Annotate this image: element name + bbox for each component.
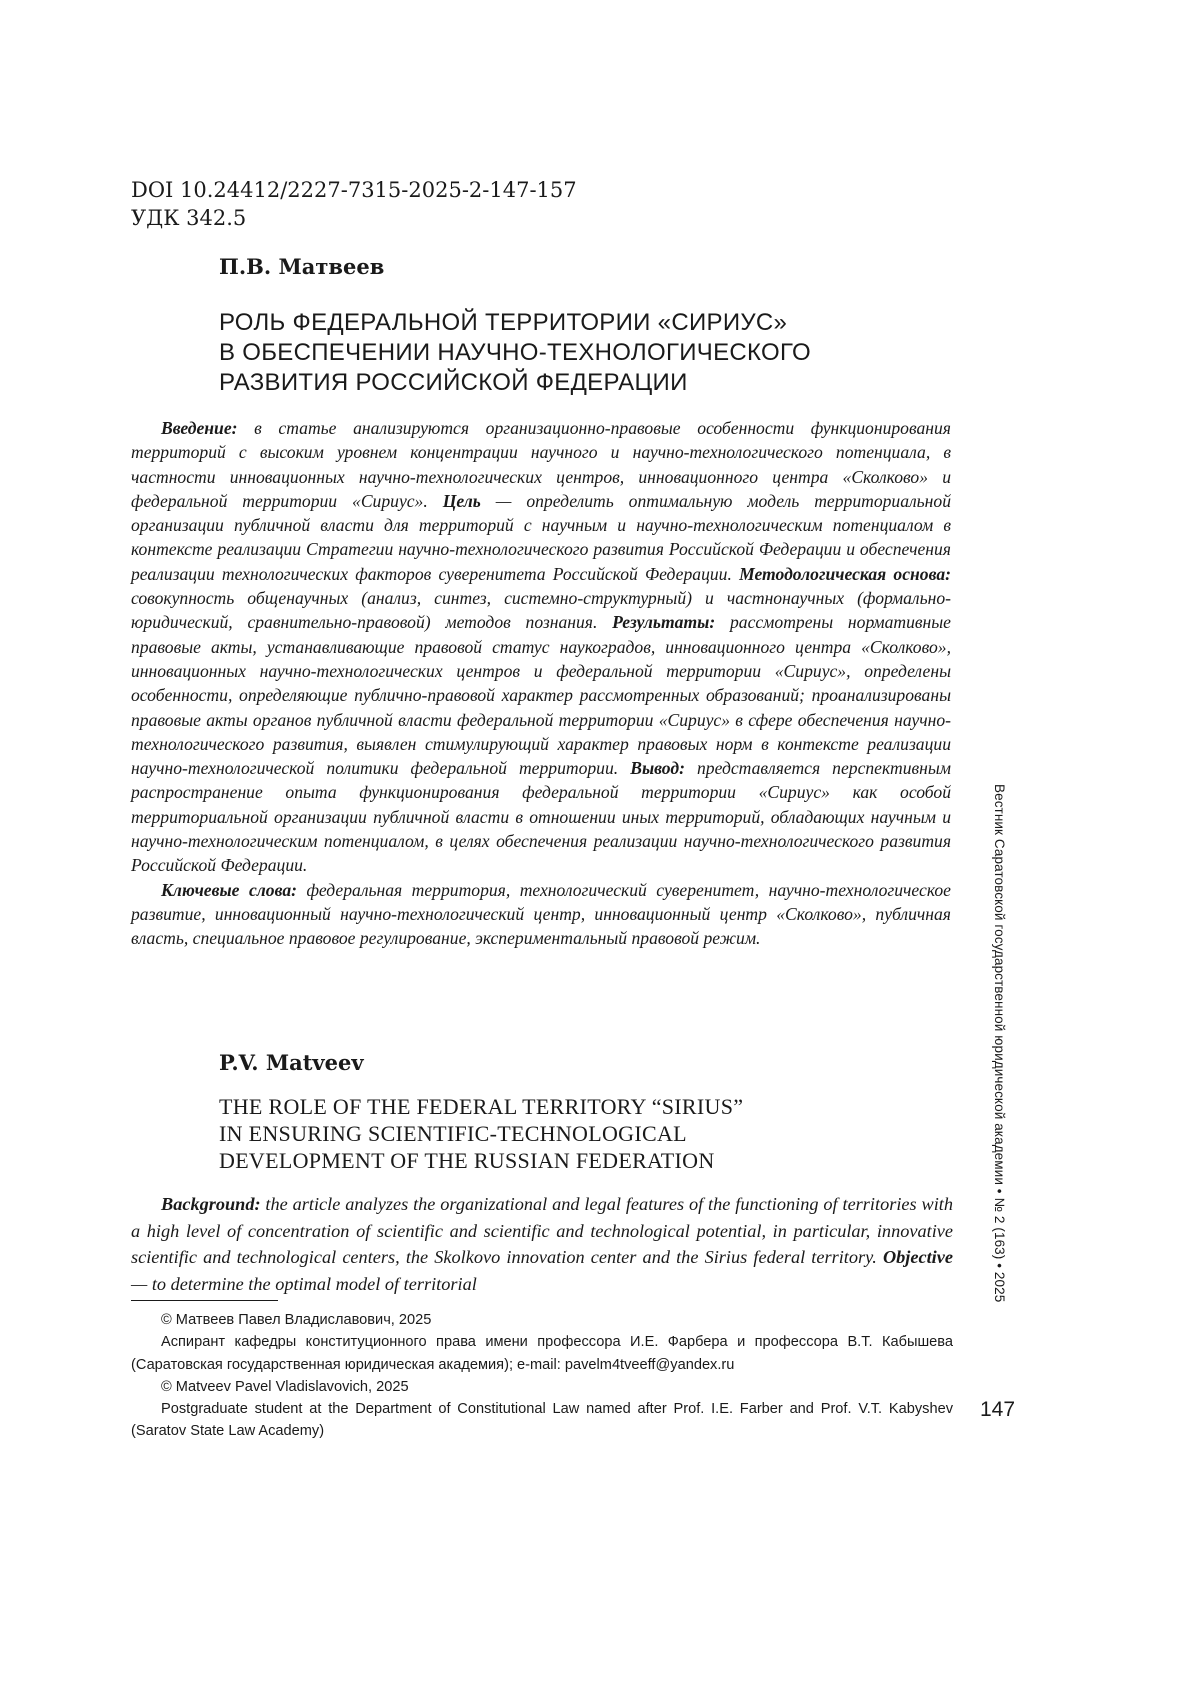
- title-line: IN ENSURING SCIENTIFIC-TECHNOLOGICAL: [219, 1120, 919, 1147]
- title-line: РОЛЬ ФЕДЕРАЛЬНОЙ ТЕРРИТОРИИ «СИРИУС»: [219, 308, 919, 338]
- abstract-en: [131, 1191, 953, 1297]
- title-line: РАЗВИТИЯ РОССИЙСКОЙ ФЕДЕРАЦИИ: [219, 368, 919, 398]
- article-title-en: [219, 1093, 919, 1174]
- page-number: 147: [980, 1398, 1015, 1422]
- conclusion-text: представляется перспективным распространение опыта функционирования федеральной территории «Сириус» как особой территориальной организации публичной власти в отношении иных территорий, обладающих научным и научно-технологическим потенциалом, в целях обеспечения реализации научно-технологического развития Российской Федерации.: [131, 758, 951, 875]
- results-label: Результаты:: [612, 612, 715, 632]
- footnote-ru-copyright: © Матвеев Павел Владиславович, 2025: [131, 1309, 953, 1331]
- article-title-ru: [219, 308, 919, 398]
- journal-side-caption: Вестник Саратовской государственной юридической академии • № 2 (163) • 2025: [992, 784, 1007, 1302]
- doi-block: [131, 176, 577, 232]
- footnote-divider: [131, 1300, 278, 1301]
- intro-text: в статье анализируются организационно-правовые особенности функционирования территорий с высоким уровнем концентрации научного и научно-технологического потенциала, в частности инновационных научно-технологических центров, инновационного центра «Сколково» и федеральной территории «Сириус».: [131, 418, 951, 511]
- method-text: совокупность общенаучных (анализ, синтез, системно-структурный) и частнонаучных (формально-юридический, сравнительно-правовой) методов познания.: [131, 588, 951, 632]
- abstract-ru: [131, 416, 951, 951]
- title-line: DEVELOPMENT OF THE RUSSIAN FEDERATION: [219, 1147, 919, 1174]
- footnote-ru-affiliation: Аспирант кафедры конституционного права имени профессора И.Е. Фарбера и профессора В.Т. Кабышева (Саратовская государственная юридическая академия); e-mail: pavelm4tveeff@yandex.ru: [131, 1331, 953, 1376]
- conclusion-label: Вывод:: [630, 758, 685, 778]
- udk: УДК 342.5: [131, 204, 577, 232]
- footnotes: [131, 1309, 953, 1443]
- objective-text: — to determine the optimal model of territorial: [131, 1274, 477, 1294]
- footnote-en-copyright: © Matveev Pavel Vladislavovich, 2025: [131, 1376, 953, 1398]
- background-label: Background:: [161, 1194, 261, 1214]
- title-line: THE ROLE OF THE FEDERAL TERRITORY “SIRIUS”: [219, 1093, 919, 1120]
- doi: DOI 10.24412/2227-7315-2025-2-147-157: [131, 176, 577, 204]
- objective-label: Objective: [883, 1247, 953, 1267]
- abstract-paragraph: [131, 416, 951, 878]
- keywords-text: федеральная территория, технологический суверенитет, научно-технологическое развитие, инновационный научно-технологический центр, инновационный центр «Сколково», публичная власть, специальное правовое регулирование, экспериментальный правовой режим.: [131, 880, 951, 949]
- results-text: рассмотрены нормативные правовые акты, устанавливающие правовой статус наукоградов, инновационного центра «Сколково», инновационных научно-технологических центров и федеральной территории «Сириус», определены особенности, определяющие публично-правовой характер рассмотренных образований; проанализированы правовые акты органов публичной власти федеральной территории «Сириус» в сфере обеспечения научно-технологического развития, выявлен стимулирующий характер правовых норм в контексте реализации научно-технологической политики федеральной территории.: [131, 612, 951, 778]
- author-en: P.V. Matveev: [219, 1050, 364, 1075]
- method-label: Методологическая основа:: [739, 564, 951, 584]
- abstract-paragraph: [131, 1191, 953, 1297]
- footnote-en-affiliation: Postgraduate student at the Department of Constitutional Law named after Prof. I.E. Farber and Prof. V.T. Kabyshev (Saratov State Law Academy): [131, 1398, 953, 1443]
- goal-label: Цель: [443, 491, 481, 511]
- keywords-paragraph: [131, 878, 951, 951]
- author-ru: П.В. Матвеев: [219, 254, 384, 279]
- intro-label: Введение:: [161, 418, 238, 438]
- goal-text: — определить оптимальную модель территориальной организации публичной власти для территорий с научным и научно-технологическим потенциалом в контексте реализации Стратегии научно-технологического развития Российской Федерации и обеспечения реализации технологических факторов суверенитета Российской Федерации.: [131, 491, 951, 584]
- background-text: the article analyzes the organizational and legal features of the functioning of territories with a high level of concentration of scientific and scientific and technological potential, in particular, innovative scientific and technological centers, the Skolkovo innovation center and the Sirius federal territory.: [131, 1194, 953, 1267]
- keywords-label: Ключевые слова:: [161, 880, 297, 900]
- title-line: В ОБЕСПЕЧЕНИИ НАУЧНО-ТЕХНОЛОГИЧЕСКОГО: [219, 338, 919, 368]
